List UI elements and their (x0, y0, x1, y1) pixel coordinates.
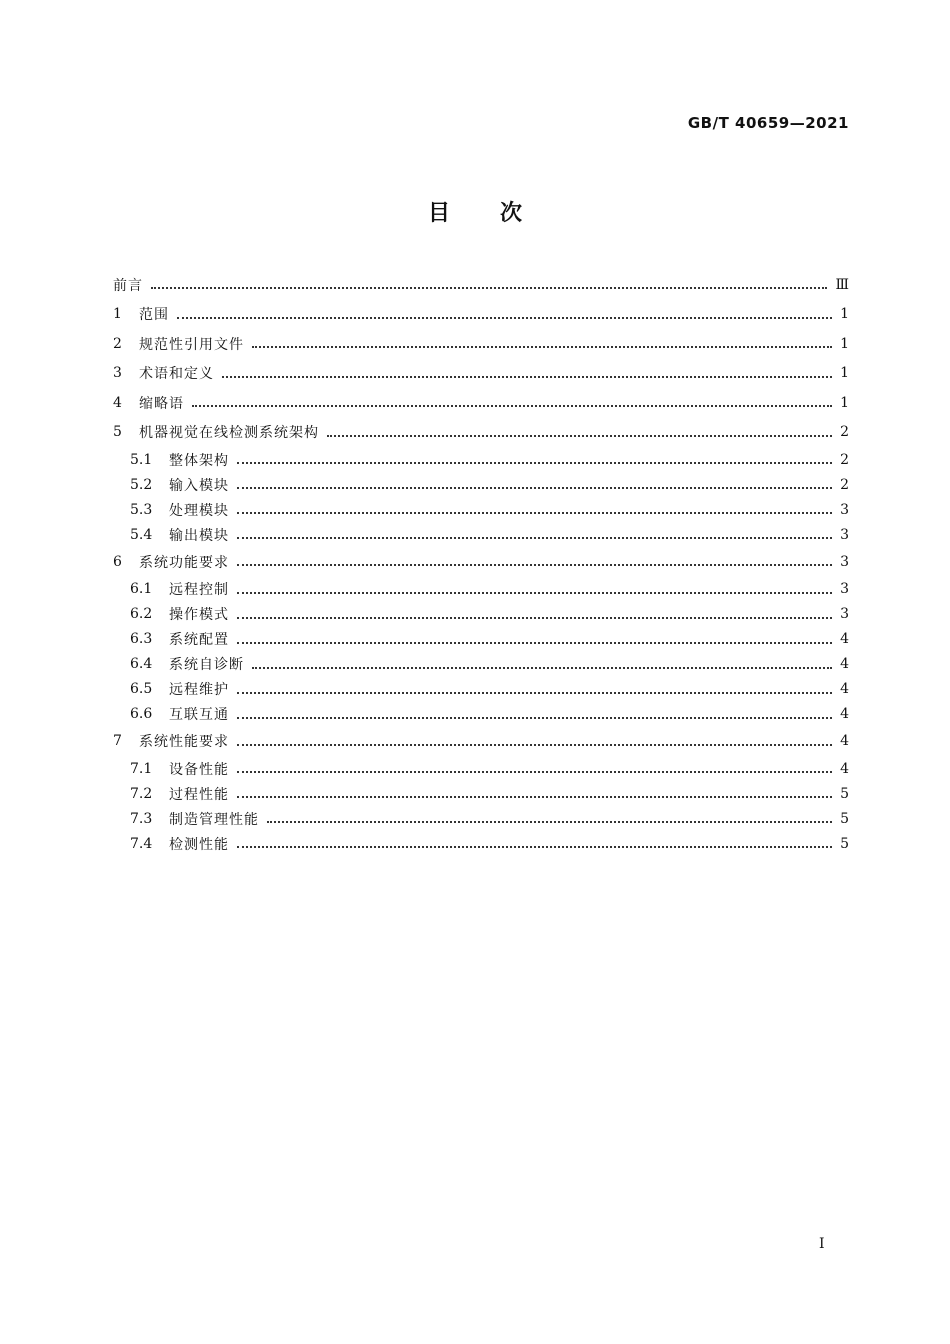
toc-entry-page: 4 (840, 631, 849, 647)
toc-entry-label: 输出模块 (169, 527, 229, 544)
toc-entry-label: 系统自诊断 (169, 657, 244, 673)
toc-entry[interactable] (113, 388, 849, 418)
toc-entry-page: 3 (840, 606, 849, 622)
toc-entry-number: 7.2 (130, 785, 153, 802)
toc-entry-page: 2 (840, 451, 849, 468)
toc-entry-number: 5.2 (130, 476, 153, 493)
toc-entry-page: 4 (840, 760, 849, 777)
toc-dot-leader (327, 434, 832, 437)
toc-entry-number: 6.4 (130, 656, 153, 672)
toc-entry-page: 3 (840, 501, 849, 518)
toc-entry[interactable] (113, 677, 849, 702)
toc-entry-number: 4 (113, 394, 122, 411)
toc-entry-number: 7.1 (130, 760, 153, 777)
toc-entry-label: 范围 (139, 307, 169, 324)
toc-entry-page: 4 (840, 706, 849, 722)
toc-entry-label: 规范性引用文件 (139, 336, 244, 353)
toc-entry-number: 5.3 (130, 501, 153, 518)
toc-entry[interactable] (113, 577, 849, 602)
toc-dot-leader (237, 795, 832, 798)
toc-entry-page: 1 (840, 365, 849, 382)
toc-entry-page: 2 (840, 424, 849, 441)
toc-entry-page: Ⅲ (835, 276, 849, 293)
toc-entry-number: 5.1 (130, 451, 153, 468)
toc-entry-number: 6.2 (130, 606, 153, 622)
toc-dot-leader (237, 536, 832, 539)
toc-dot-leader (237, 770, 832, 773)
toc-entry-page: 4 (840, 733, 849, 750)
toc-entry-label: 整体架构 (169, 452, 229, 469)
toc-dot-leader (237, 716, 832, 719)
toc-dot-leader (237, 743, 832, 746)
toc-entry[interactable] (113, 418, 849, 448)
toc-dot-leader (237, 486, 832, 489)
toc-entry-number: 1 (113, 306, 122, 323)
toc-entry-label: 检测性能 (169, 836, 229, 853)
standard-code: GB/T 40659—2021 (687, 114, 849, 132)
toc-entry-page: 1 (840, 335, 849, 352)
toc-entry-number: 7.3 (130, 810, 153, 827)
toc-entry[interactable] (113, 756, 849, 781)
toc-dot-leader (222, 375, 832, 378)
toc-dot-leader (237, 616, 832, 619)
toc-dot-leader (237, 641, 832, 644)
toc-entry[interactable] (113, 727, 849, 757)
toc-entry-label: 互联互通 (169, 707, 229, 723)
toc-entry[interactable] (113, 806, 849, 831)
toc-entry-page: 3 (840, 526, 849, 543)
toc-entry[interactable] (113, 472, 849, 497)
toc-entry-number: 6.5 (130, 681, 153, 697)
page-number: I (819, 1236, 825, 1252)
toc-entry-label: 系统性能要求 (139, 734, 229, 751)
toc-dot-leader (177, 316, 832, 319)
toc-entry[interactable] (113, 547, 849, 577)
toc-entry[interactable] (113, 359, 849, 389)
toc-entry-number: 2 (113, 335, 122, 352)
toc-dot-leader (237, 563, 832, 566)
toc-entry-page: 2 (840, 476, 849, 493)
toc-entry-number: 3 (113, 365, 122, 382)
toc-entry-page: 3 (840, 553, 849, 570)
table-of-contents (113, 270, 849, 856)
toc-entry-label: 输入模块 (169, 477, 229, 494)
toc-entry[interactable] (113, 270, 849, 300)
toc-dot-leader (237, 511, 832, 514)
toc-entry[interactable] (113, 702, 849, 727)
toc-dot-leader (192, 404, 832, 407)
toc-dot-leader (267, 820, 832, 823)
toc-entry-number: 6.6 (130, 706, 153, 722)
toc-entry[interactable] (113, 831, 849, 856)
toc-entry-label: 系统功能要求 (139, 554, 229, 571)
toc-entry-number: 5.4 (130, 526, 153, 543)
toc-entry[interactable] (113, 652, 849, 677)
toc-dot-leader (237, 461, 832, 464)
toc-entry-label: 操作模式 (169, 607, 229, 623)
toc-dot-leader (252, 345, 832, 348)
toc-entry-label: 远程维护 (169, 682, 229, 698)
toc-entry-page: 5 (840, 810, 849, 827)
toc-entry-page: 3 (840, 581, 849, 597)
toc-dot-leader (237, 691, 832, 694)
toc-entry-label: 制造管理性能 (169, 811, 259, 828)
toc-entry-page: 5 (840, 785, 849, 802)
toc-dot-leader (151, 286, 827, 289)
toc-title: 目次 (427, 201, 572, 226)
toc-dot-leader (237, 591, 832, 594)
toc-entry-page: 1 (840, 306, 849, 323)
toc-entry-number: 5 (113, 424, 122, 441)
toc-entry-page: 4 (840, 681, 849, 697)
toc-entry-page: 1 (840, 394, 849, 411)
toc-entry-number: 6 (113, 553, 122, 570)
toc-entry[interactable] (113, 497, 849, 522)
toc-entry-label: 设备性能 (169, 761, 229, 778)
toc-entry-page: 5 (840, 835, 849, 852)
toc-entry[interactable] (113, 300, 849, 330)
toc-entry-label: 远程控制 (169, 582, 229, 598)
toc-entry-label: 系统配置 (169, 632, 229, 648)
toc-dot-leader (252, 666, 832, 669)
toc-entry-label: 缩略语 (139, 395, 184, 412)
toc-entry-number: 6.1 (130, 581, 153, 597)
toc-entry[interactable] (113, 329, 849, 359)
toc-entry[interactable] (113, 781, 849, 806)
toc-entry-number: 7 (113, 733, 122, 750)
toc-entry[interactable] (113, 522, 849, 547)
toc-entry[interactable] (113, 602, 849, 627)
toc-entry-label: 机器视觉在线检测系统架构 (139, 425, 319, 442)
toc-entry[interactable] (113, 627, 849, 652)
toc-entry[interactable] (113, 447, 849, 472)
toc-entry-page: 4 (840, 656, 849, 672)
toc-entry-number: 6.3 (130, 631, 153, 647)
toc-dot-leader (237, 845, 832, 848)
toc-entry-number: 7.4 (130, 835, 153, 852)
toc-entry-label: 前言 (113, 277, 143, 294)
toc-entry-label: 术语和定义 (139, 366, 214, 383)
toc-entry-label: 过程性能 (169, 786, 229, 803)
toc-entry-label: 处理模块 (169, 502, 229, 519)
